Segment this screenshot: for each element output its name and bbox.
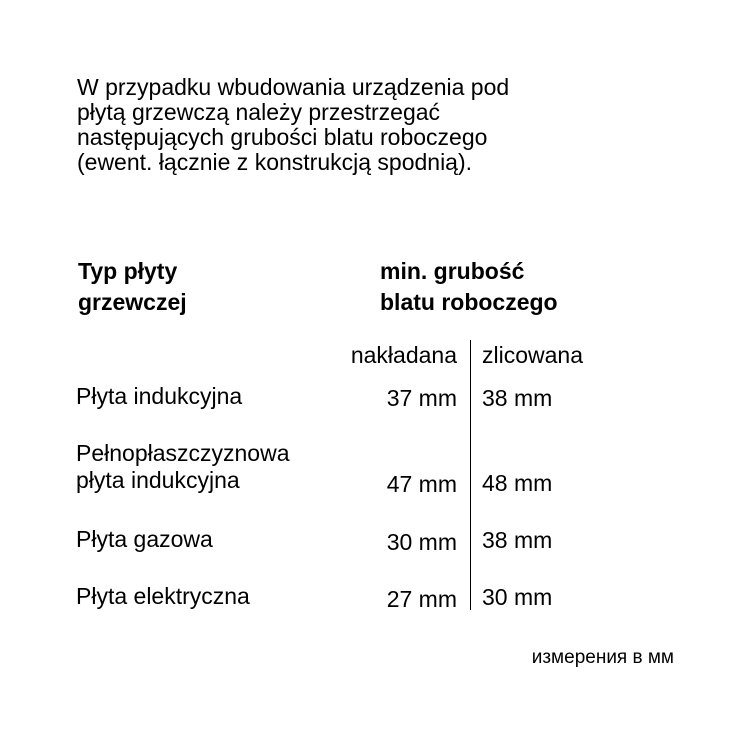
table-row (0, 438, 740, 498)
subheader-overlay: nakładana (350, 342, 457, 368)
intro-paragraph (77, 75, 697, 175)
column-header-min-thickness (380, 256, 558, 318)
table-row (0, 524, 740, 584)
hob-type-cell (76, 583, 250, 610)
hob-type-label: Płyta elektryczna (76, 583, 250, 609)
subheader-flush: zlicowana (482, 342, 583, 368)
table-row (0, 582, 740, 642)
intro-line: następujących grubości blatu roboczego (77, 124, 488, 150)
flush-thickness-cell: 38 mm (482, 527, 553, 553)
hob-type-cell (76, 383, 242, 410)
column-header-line: grzewczej (78, 289, 187, 315)
intro-line: W przypadku wbudowania urządzenia pod (77, 74, 510, 100)
column-header-line: min. grubość (380, 258, 525, 284)
flush-thickness-cell: 38 mm (482, 385, 553, 411)
hob-type-label: płyta indukcyjna (76, 467, 240, 493)
intro-line: płytą grzewczą należy przestrzegać (77, 99, 441, 125)
column-header-hob-type (78, 256, 187, 318)
overlay-thickness-cell: 37 mm (386, 385, 457, 411)
hob-type-label: Płyta indukcyjna (76, 383, 243, 409)
hob-type-label: Pełnopłaszczyznowa (76, 440, 290, 466)
hob-type-label: Płyta gazowa (76, 526, 213, 552)
overlay-thickness-cell: 27 mm (386, 586, 457, 612)
hob-type-cell (76, 440, 290, 494)
overlay-thickness-cell: 47 mm (386, 471, 457, 497)
overlay-thickness-cell: 30 mm (386, 529, 457, 555)
flush-thickness-cell: 30 mm (482, 584, 553, 610)
flush-thickness-cell: 48 mm (482, 470, 553, 496)
column-header-line: blatu roboczego (380, 289, 558, 315)
intro-line: (ewent. łącznie z konstrukcją spodnią). (77, 149, 473, 175)
hob-type-cell (76, 526, 213, 553)
column-header-line: Typ płyty (78, 258, 178, 284)
units-note: измерения в мм (531, 647, 674, 668)
table-row (0, 380, 740, 440)
